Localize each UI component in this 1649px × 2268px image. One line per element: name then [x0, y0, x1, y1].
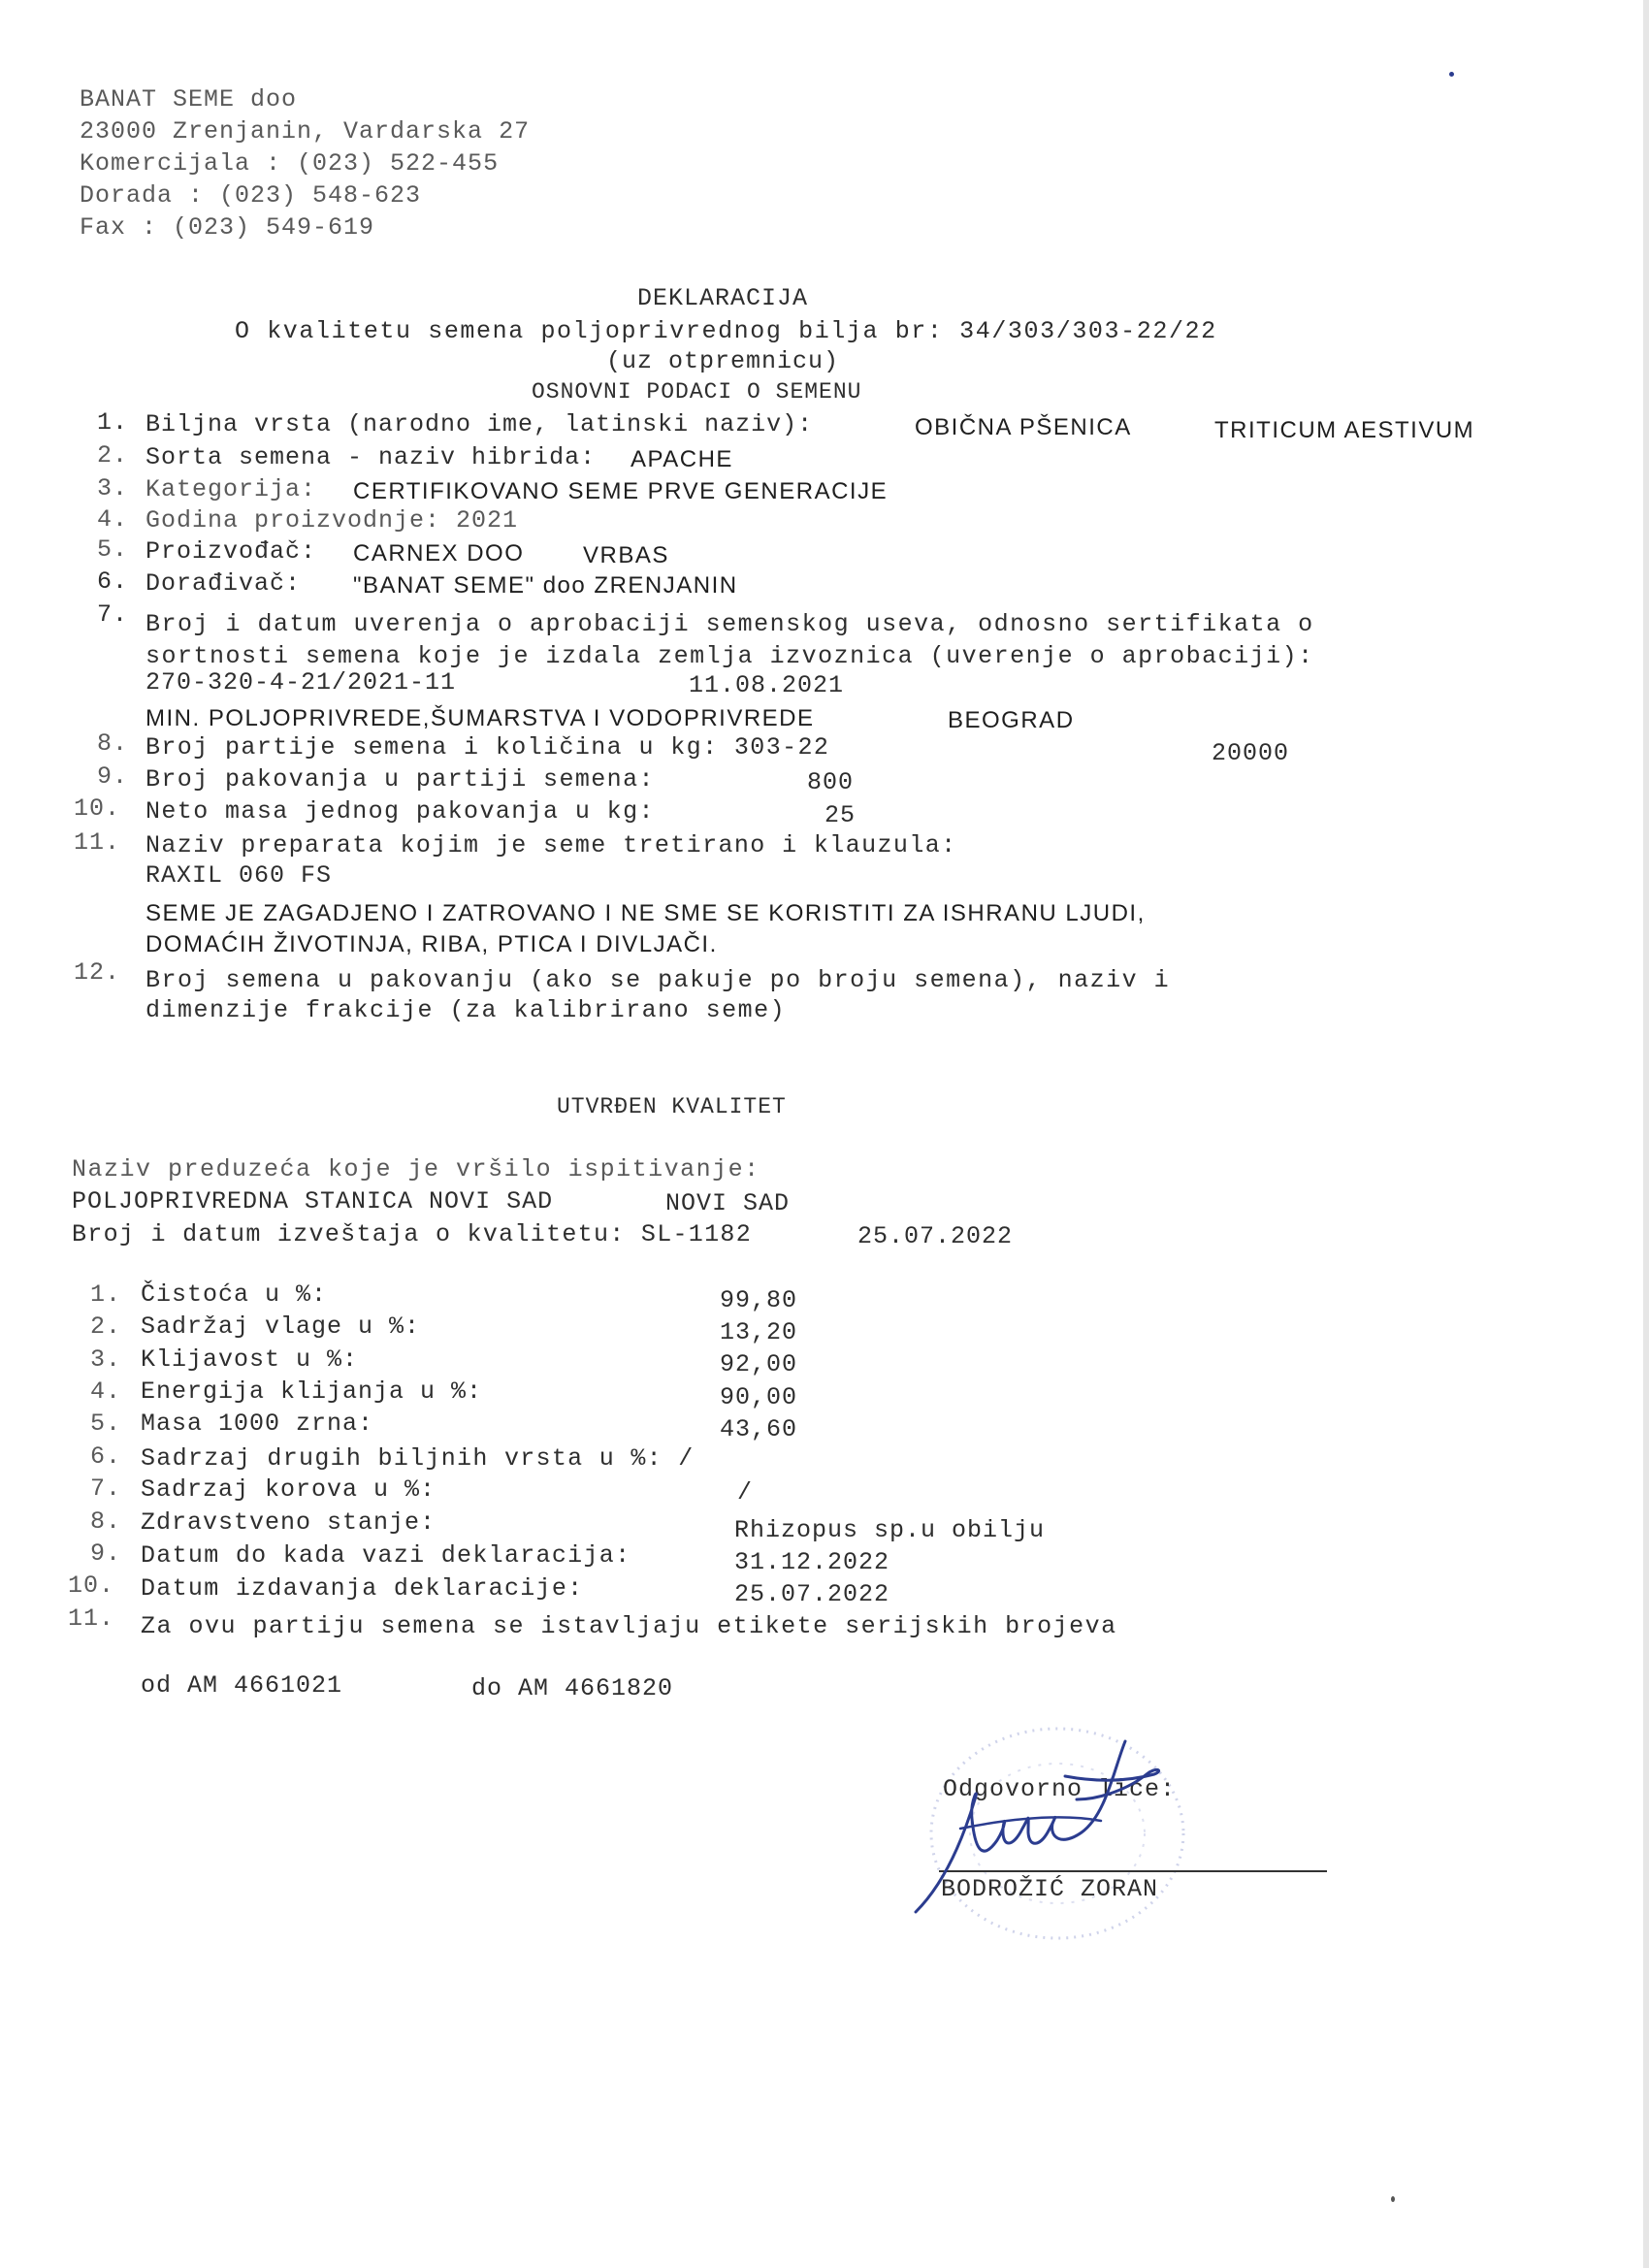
company-commercial-phone: Komercijala : (023) 522-455 — [80, 149, 500, 178]
quality-value-10: 25.07.2022 — [734, 1580, 890, 1608]
ink-speck — [1449, 72, 1454, 77]
basic-num-4: 4. — [97, 505, 129, 534]
quality-label-11: Za ovu partiju semena se istavljaju etikete serijskih brojeva — [141, 1612, 1117, 1640]
basic-label-11: Naziv preparata kojim je seme tretirano i klauzula: — [146, 831, 957, 859]
quality-value-4: 90,00 — [720, 1383, 798, 1411]
basic-label-12: Broj semena u pakovanju (ako se pakuje po broju semena), naziv i — [146, 966, 1171, 994]
basic-ministry: MIN. POLJOPRIVREDE,ŠUMARSTVA I VODOPRIVREDE — [146, 705, 815, 731]
signatory-name: BODROŽIĆ ZORAN — [941, 1875, 1159, 1903]
basic-value-5: CARNEX DOO — [353, 540, 525, 567]
basic-value-3: CERTIFIKOVANO SEME PRVE GENERACIJE — [353, 478, 889, 504]
basic-label-3: Kategorija: — [146, 475, 317, 503]
handwritten-signature — [902, 1732, 1242, 1926]
quality-value-8: Rhizopus sp.u obilju — [734, 1516, 1046, 1544]
basic-num-10: 10. — [74, 794, 121, 823]
basic-num-6: 6. — [97, 567, 129, 596]
quality-num-9: 9. — [90, 1539, 122, 1568]
quality-label-7: Sadrzaj korova u %: — [141, 1475, 436, 1504]
basic-label-7: Broj i datum uverenja o aprobaciji semenskog useva, odnosno sertifikata o — [146, 610, 1314, 638]
quality-num-6: 6. — [90, 1442, 122, 1471]
lab-report: Broj i datum izveštaja o kvalitetu: SL-1182 — [72, 1220, 753, 1248]
document-note: (uz otpremnicu) — [606, 347, 840, 375]
section-basic-heading: OSNOVNI PODACI O SEMENU — [532, 379, 862, 405]
section-quality-heading: UTVRĐEN KVALITET — [557, 1094, 787, 1119]
quality-num-11: 11. — [68, 1604, 115, 1633]
lab-report-date: 25.07.2022 — [857, 1222, 1014, 1250]
basic-ministry-city: BEOGRAD — [948, 707, 1075, 733]
quality-num-4: 4. — [90, 1377, 122, 1406]
basic-num-7: 7. — [97, 600, 129, 629]
basic-label-12-line2: dimenzije frakcije (za kalibrirano seme) — [146, 996, 787, 1024]
company-address: 23000 Zrenjanin, Vardarska 27 — [80, 117, 531, 146]
basic-approval-number: 270-320-4-21/2021-11 — [146, 668, 457, 697]
scan-edge — [1643, 0, 1649, 2268]
company-fax: Fax : (023) 549-619 — [80, 213, 375, 242]
basic-warning-line2: DOMAĆIH ŽIVOTINJA, RIBA, PTICA I DIVLJAČI. — [146, 931, 718, 957]
quality-num-2: 2. — [90, 1312, 122, 1341]
quality-label-5: Masa 1000 zrna: — [141, 1409, 374, 1438]
basic-num-1: 1. — [97, 408, 129, 437]
basic-value-1b: TRITICUM AESTIVUM — [1214, 417, 1475, 443]
basic-label-2: Sorta semena - naziv hibrida: — [146, 443, 597, 471]
basic-num-8: 8. — [97, 729, 129, 758]
lab-name: POLJOPRIVREDNA STANICA NOVI SAD — [72, 1187, 554, 1215]
quality-label-2: Sadržaj vlage u %: — [141, 1312, 421, 1341]
basic-treatment-product: RAXIL 060 FS — [146, 861, 333, 890]
basic-value-8: 20000 — [1212, 739, 1290, 767]
basic-warning-line1: SEME JE ZAGADJENO I ZATROVANO I NE SME SE KORISTITI ZA ISHRANU LJUDI, — [146, 900, 1146, 926]
basic-num-12: 12. — [74, 958, 121, 987]
quality-value-3: 92,00 — [720, 1350, 798, 1378]
company-processing-phone: Dorada : (023) 548-623 — [80, 181, 422, 210]
basic-label-10: Neto masa jednog pakovanja u kg: — [146, 797, 655, 826]
quality-label-3: Klijavost u %: — [141, 1345, 359, 1374]
basic-value-10: 25 — [824, 801, 857, 829]
quality-label-6: Sadrzaj drugih biljnih vrsta u %: / — [141, 1444, 695, 1473]
basic-label-6: Dorađivač: — [146, 569, 302, 598]
basic-label-7-line2: sortnosti semena koje je izdala zemlja izvoznica (uverenje o aprobaciji): — [146, 642, 1314, 670]
quality-label-4: Energija klijanja u %: — [141, 1377, 483, 1406]
serial-from: od AM 4661021 — [141, 1671, 343, 1700]
quality-value-7: / — [737, 1478, 754, 1507]
ink-speck — [1391, 2196, 1395, 2202]
basic-value-2: APACHE — [630, 446, 733, 472]
basic-value-9: 800 — [807, 768, 855, 796]
lab-label: Naziv preduzeća koje je vršilo ispitivanje: — [72, 1155, 760, 1183]
serial-to: do AM 4661820 — [471, 1674, 674, 1702]
quality-num-3: 3. — [90, 1345, 122, 1374]
quality-num-10: 10. — [68, 1571, 115, 1600]
basic-label-8: Broj partije semena i količina u kg: 303-22 — [146, 733, 830, 761]
quality-label-9: Datum do kada vazi deklaracija: — [141, 1541, 631, 1570]
document-title: DEKLARACIJA — [637, 284, 809, 312]
quality-value-1: 99,80 — [720, 1286, 798, 1314]
quality-value-2: 13,20 — [720, 1318, 798, 1346]
basic-label-5: Proizvođač: — [146, 537, 317, 566]
basic-value-5b: VRBAS — [583, 542, 669, 568]
quality-value-9: 31.12.2022 — [734, 1548, 890, 1576]
basic-label-1: Biljna vrsta (narodno ime, latinski naziv): — [146, 410, 814, 438]
quality-num-5: 5. — [90, 1409, 122, 1438]
basic-approval-date: 11.08.2021 — [689, 671, 845, 699]
basic-label-9: Broj pakovanja u partiji semena: — [146, 765, 655, 794]
basic-num-9: 9. — [97, 762, 129, 791]
quality-num-7: 7. — [90, 1474, 122, 1503]
quality-num-8: 8. — [90, 1507, 122, 1536]
basic-num-2: 2. — [97, 441, 129, 470]
basic-num-5: 5. — [97, 535, 129, 564]
quality-num-1: 1. — [90, 1280, 122, 1309]
basic-label-4: Godina proizvodnje: 2021 — [146, 506, 519, 535]
quality-label-1: Čistoća u %: — [141, 1280, 328, 1309]
lab-city: NOVI SAD — [665, 1189, 791, 1217]
basic-num-3: 3. — [97, 474, 129, 502]
document-subtitle: O kvalitetu semena poljoprivrednog bilja br: 34/303/303-22/22 — [235, 317, 1217, 345]
quality-value-5: 43,60 — [720, 1415, 798, 1443]
company-name: BANAT SEME doo — [80, 85, 298, 113]
signature-label: Odgovorno lice: — [943, 1775, 1177, 1803]
basic-value-6: "BANAT SEME" doo ZRENJANIN — [353, 572, 738, 599]
quality-label-10: Datum izdavanja deklaracije: — [141, 1574, 584, 1603]
quality-label-8: Zdravstveno stanje: — [141, 1508, 436, 1537]
basic-num-11: 11. — [74, 828, 121, 857]
basic-value-1: OBIČNA PŠENICA — [915, 414, 1132, 440]
